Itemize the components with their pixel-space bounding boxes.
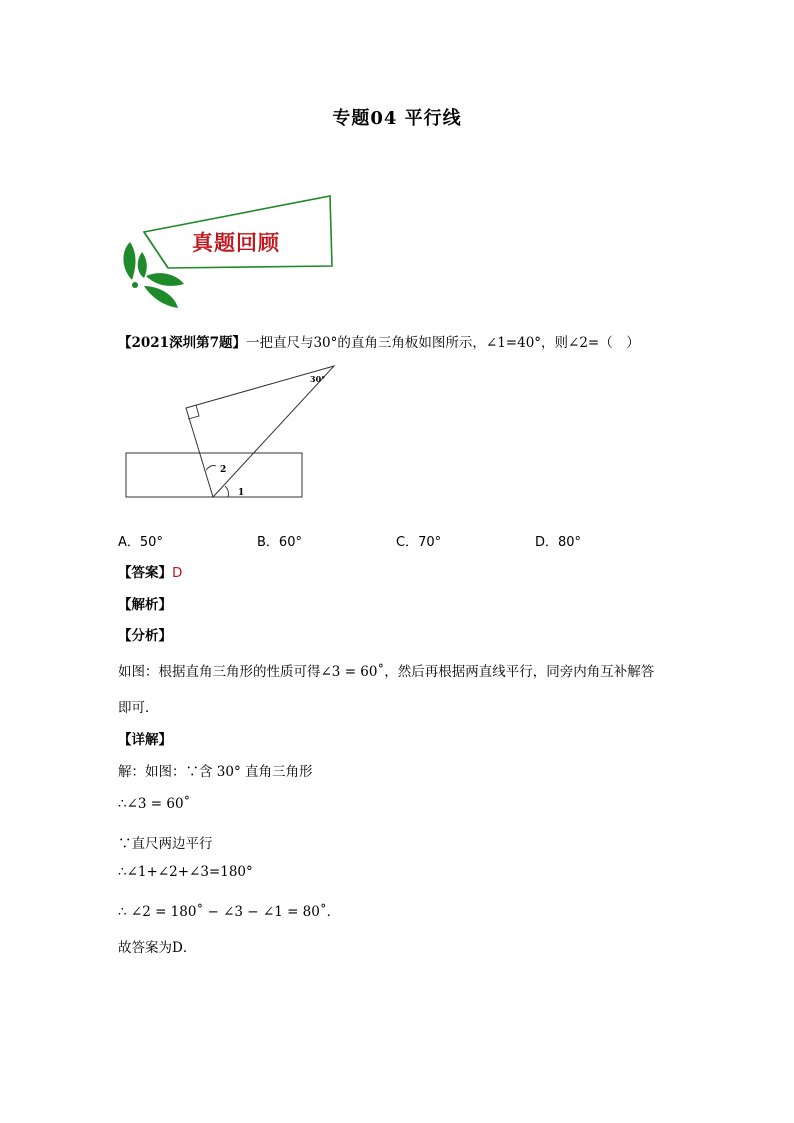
banner-text: 真题回顾: [192, 230, 280, 255]
solution-step: ∴∠3 = 60˚: [118, 796, 191, 812]
question-stem: 一把直尺与30°的直角三角板如图所示，∠1=40°，则∠2=（ ）: [245, 335, 640, 351]
option-d: D．80°: [535, 535, 582, 550]
option-b: B．60°: [257, 535, 302, 550]
solution-step: 故答案为D．: [118, 940, 197, 956]
analysis-label: 【解析】: [118, 597, 172, 613]
leaf-icon: [146, 273, 184, 286]
solution-step: ∴ ∠2 = 180˚ − ∠3 − ∠1 = 80˚．: [118, 904, 341, 920]
dot-icon: [132, 282, 138, 288]
answer-label: 【答案】: [118, 565, 172, 581]
question-source: 【2021深圳第7题】: [118, 335, 246, 351]
fenxi-text-line-2: 即可．: [118, 700, 159, 716]
leaf-icon: [138, 252, 147, 278]
question-line: [118, 331, 640, 351]
angle-label-2: 2: [220, 465, 227, 475]
fenxi-text-line-1: 如图：根据直角三角形的性质可得∠3 = 60˚，然后再根据两直线平行，同旁内角互补解答: [118, 664, 655, 680]
detail-label: 【详解】: [118, 732, 172, 748]
solution-step: ∴∠1+∠2+∠3=180°: [118, 864, 253, 880]
leaf-icon: [123, 242, 135, 280]
answer-line: [118, 561, 182, 581]
option-c: C．70°: [396, 535, 442, 550]
page-title: 专题04 平行线: [332, 108, 462, 129]
ruler-triangle-figure: [118, 360, 326, 505]
fenxi-label: 【分析】: [118, 628, 172, 644]
ruler: [126, 453, 302, 497]
solution-step: ∵直尺两边平行: [118, 836, 213, 852]
leaf-icon: [144, 286, 178, 308]
solution-step: 解：如图：∵含 30° 直角三角形: [118, 764, 313, 780]
angle-label-30: 30°: [310, 374, 326, 384]
answer-value: D: [172, 565, 183, 581]
option-a: A．50°: [118, 535, 163, 550]
angle-label-1: 1: [238, 488, 245, 498]
